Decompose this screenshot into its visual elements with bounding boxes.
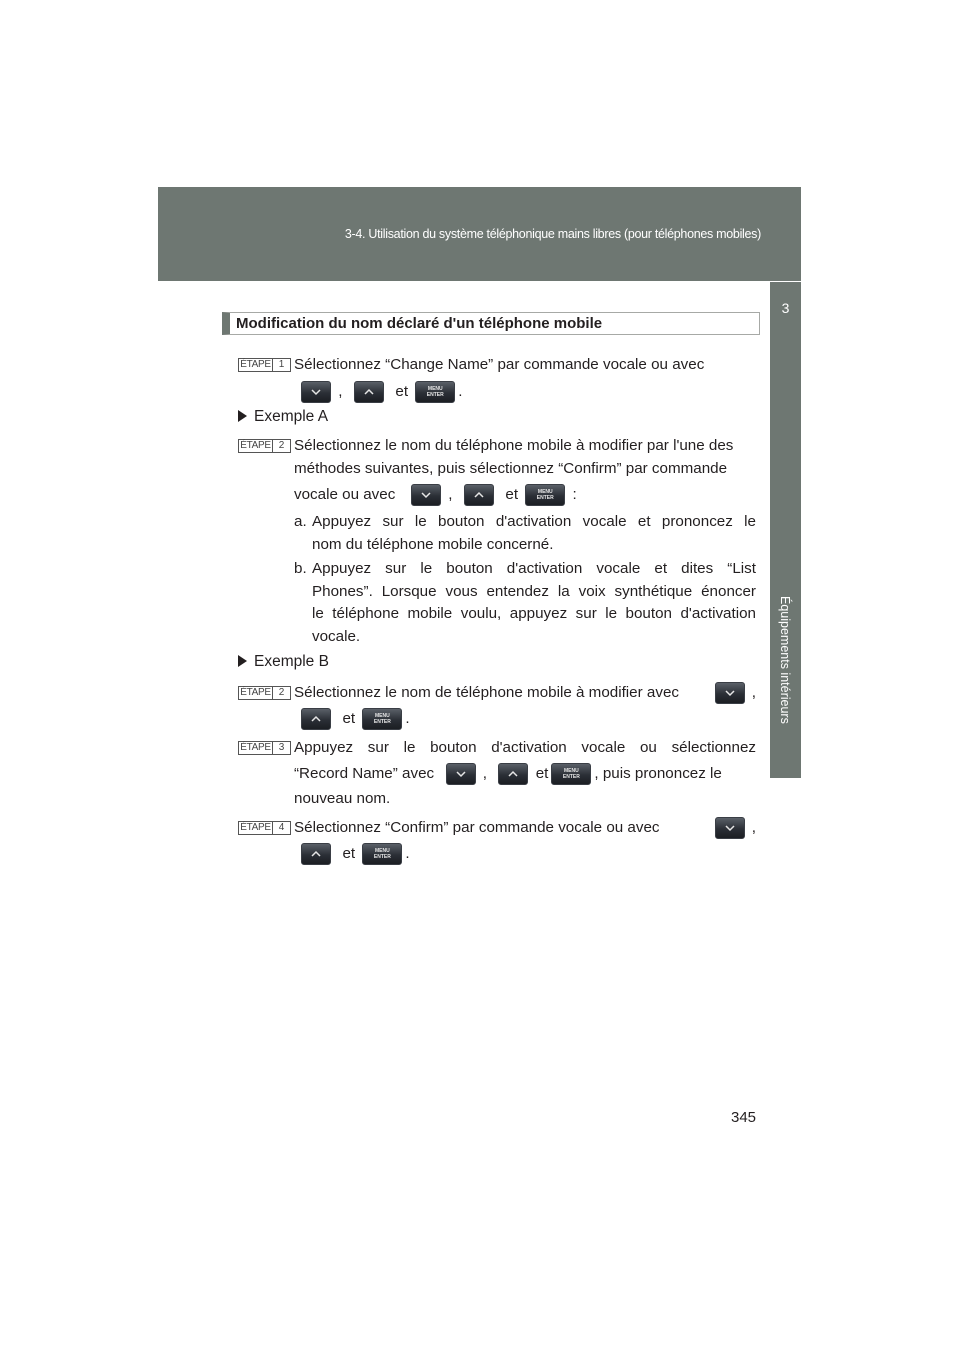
separator: , — [751, 684, 756, 701]
menu-icon-text: MENU — [564, 768, 579, 774]
stepB3-line2 — [294, 762, 756, 786]
enter-icon-text: ENTER — [373, 853, 391, 860]
colon: : — [572, 486, 577, 503]
step-badge-label: ÉTAPE — [240, 440, 271, 451]
step-badge-number: 2 — [272, 440, 290, 452]
period: . — [458, 383, 463, 400]
chevron-down-icon — [715, 817, 745, 839]
example-b-heading — [238, 652, 329, 672]
step-badge — [238, 821, 291, 835]
stepB4-text: Sélectionnez “Confirm” par commande vocale ou avec — [294, 819, 660, 836]
separator: , — [448, 486, 453, 503]
menu-icon-text: MENU — [427, 385, 443, 392]
chevron-up-icon — [464, 484, 494, 506]
chapter-side-label-text: Équipements intérieurs — [778, 596, 792, 724]
list-item-lead: a. — [294, 513, 307, 530]
menu-icon-text: MENU — [537, 488, 553, 495]
example-a-label: Exemple A — [254, 408, 329, 425]
chapter-header — [158, 187, 801, 281]
step-badge — [238, 358, 291, 372]
list-item-b — [294, 558, 756, 648]
stepA2-line1: Sélectionnez le nom du téléphone mobile à modifier par l'une des — [294, 437, 734, 454]
stepB4-line1 — [294, 816, 756, 840]
page-number: 345 — [731, 1109, 757, 1126]
list-item-line: Phones”. Lorsque vous entendez la voix synthétique énoncer — [312, 582, 756, 600]
menu-enter-icon — [362, 708, 402, 730]
separator-et: et — [342, 710, 356, 727]
menu-enter-icon — [525, 484, 565, 506]
chevron-up-icon — [301, 843, 331, 865]
menu-enter-icon — [551, 763, 591, 785]
step-badge-label: ÉTAPE — [240, 742, 271, 753]
triangle-bullet-icon — [238, 410, 247, 422]
menu-enter-icon — [362, 843, 402, 865]
menu-icon-text: MENU — [374, 847, 390, 854]
chapter-title: 3-4. Utilisation du système téléphonique mains libres (pour téléphones mobiles) — [344, 227, 761, 241]
chevron-up-icon — [301, 708, 331, 730]
stepA2-line2: méthodes suivantes, puis sélectionnez “Confirm” par commande — [294, 460, 728, 477]
chevron-down-icon — [411, 484, 441, 506]
list-item-line: nom du téléphone mobile concerné. — [312, 536, 554, 553]
list-item-lead: b. — [294, 560, 307, 577]
stepB3-line1: Appuyez sur le bouton d'activation vocale ou sélectionnez — [294, 739, 756, 756]
stepB4-line2 — [298, 842, 410, 866]
separator-et: et — [535, 765, 549, 782]
stepB3-line2-text: “Record Name” avec — [294, 765, 435, 782]
list-item-line: Appuyez sur le bouton d'activation vocale et dites “List — [312, 560, 756, 577]
chevron-down-icon — [446, 763, 476, 785]
stepA2-line3 — [294, 483, 577, 507]
step-badge-label: ÉTAPE — [240, 687, 271, 698]
chapter-number: 3 — [781, 300, 790, 316]
section-title: Modification du nom déclaré d'un téléphone mobile — [222, 312, 760, 335]
stepB3-line3: nouveau nom. — [294, 790, 391, 807]
stepA2-line3-text: vocale ou avec — [294, 486, 396, 503]
separator: , — [338, 383, 343, 400]
stepB2-text: Sélectionnez le nom de téléphone mobile à modifier avec — [294, 684, 679, 701]
stepB2-line1 — [294, 681, 756, 705]
stepB3-line2-end: , puis prononcez le — [594, 765, 722, 782]
enter-icon-text: ENTER — [536, 494, 554, 501]
step-badge-number: 4 — [272, 822, 290, 834]
chapter-side-tab — [770, 282, 801, 778]
step1-text: Sélectionnez “Change Name” par commande vocale ou avec — [294, 356, 705, 373]
step1-buttons — [298, 380, 463, 404]
enter-icon-text: ENTER — [426, 391, 444, 398]
chevron-up-icon — [354, 381, 384, 403]
example-a-heading — [238, 407, 328, 427]
separator-et: et — [342, 845, 356, 862]
separator: , — [482, 765, 488, 782]
example-b-label: Exemple B — [254, 653, 329, 670]
list-item-line: Appuyez sur le bouton d'activation vocale et prononcez le — [312, 513, 756, 530]
step-badge-label: ÉTAPE — [240, 822, 271, 833]
enter-icon-text: ENTER — [562, 774, 580, 780]
separator-et: et — [505, 486, 519, 503]
step-badge-number: 2 — [272, 687, 290, 699]
step-badge-label: ÉTAPE — [240, 359, 271, 370]
triangle-bullet-icon — [238, 655, 247, 667]
period: . — [405, 845, 410, 862]
separator: , — [751, 819, 756, 836]
period: . — [405, 710, 410, 727]
enter-icon-text: ENTER — [373, 718, 391, 725]
chevron-down-icon — [715, 682, 745, 704]
chevron-down-icon — [301, 381, 331, 403]
step-badge — [238, 439, 291, 453]
step-badge — [238, 686, 291, 700]
separator-et: et — [395, 383, 409, 400]
step-badge — [238, 741, 291, 755]
menu-enter-icon — [415, 381, 455, 403]
stepB2-line2 — [298, 707, 410, 731]
step-badge-number: 3 — [272, 742, 290, 754]
list-item-line: le téléphone mobile voulu, appuyez sur le bouton d'activation — [312, 605, 756, 622]
menu-icon-text: MENU — [374, 712, 390, 719]
list-item-a — [294, 510, 756, 556]
chevron-up-icon — [498, 763, 528, 785]
step-badge-number: 1 — [272, 359, 290, 371]
list-item-line: vocale. — [312, 627, 361, 645]
